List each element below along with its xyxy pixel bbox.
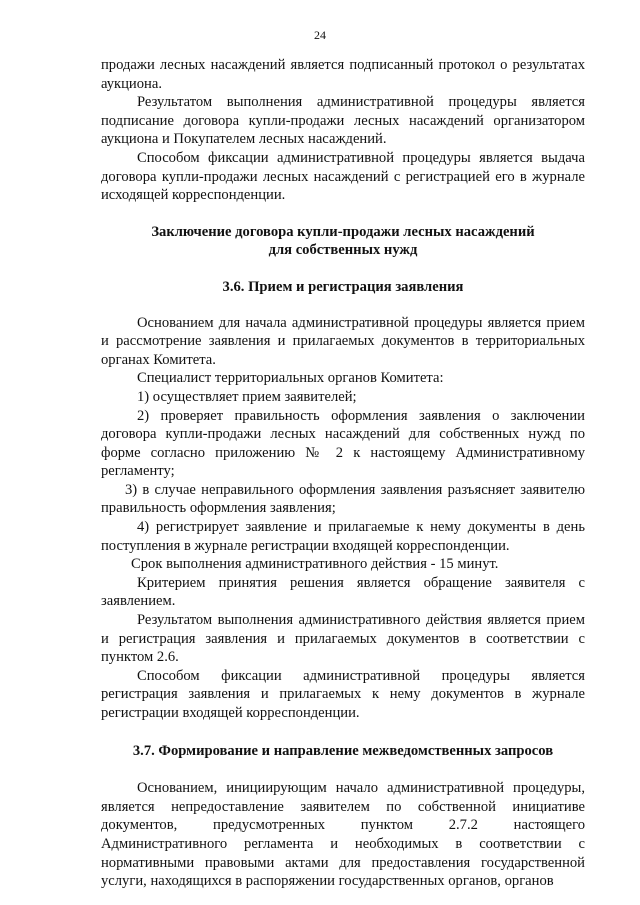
section-spacer [101,760,585,779]
paragraph: продажи лесных насаждений является подписанный протокол о результатах аукциона. [101,57,585,92]
paragraph: Результатом выполнения административной процедуры является подписание договора купли-продажи лесных насаждений организатором аукциона и Покупателем лесных насаждений. [101,94,585,148]
section-spacer [101,205,585,223]
paragraph: Способом фиксации административной процедуры является выдача договора купли-продажи лесных насаждений с регистрацией его в журнале исходящей корреспонденции. [101,149,585,204]
list-item: 4) регистрирует заявление и прилагаемые к нему документы в день поступления в журнале регистрации входящей корреспонденции. [101,519,585,554]
subsection-heading: 3.7. Формирование и направление межведомственных запросов [132,742,554,759]
paragraph: Результатом выполнения административного действия является прием и регистрация заявления и прилагаемых документов в соответствии с пунктом 2.6. [101,612,585,666]
list-item: 3) в случае неправильного оформления заявления разъясняет заявителю правильность оформления заявления; [101,481,585,517]
section-spacer [101,723,585,742]
list-item: 2) проверяет правильность оформления заявления о заключении договора купли-продажи лесных насаждений для собственных нужд по форме согласно приложению № 2 к настоящему Административному регламенту; [101,407,585,480]
section-spacer [101,260,585,278]
subsection-heading: 3.6. Прием и регистрация заявления [222,278,464,295]
paragraph: Специалист территориальных органов Комитета: [137,370,444,387]
page-number: 24 [314,28,326,42]
page-content [101,56,585,891]
paragraph: Критерием принятия решения является обращение заявителя с заявлением. [101,574,585,610]
section-heading: Заключение договора купли-продажи лесных насаждений [151,223,535,240]
paragraph: Основанием, инициирующим начало административной процедуры, является непредоставление заявителем по собственной инициативе документов, предусмотренных пунктом 2.7.2 настоящего Административного регламента и необходимых в соответствии с нормативными правовыми актами для предоставления государственной услуги, находящихся в распоряжении государственных органов, органов [101,780,585,890]
paragraph: Срок выполнения административного действия - 15 минут. [131,556,499,573]
list-item: 1) осуществляет прием заявителей; [137,388,357,405]
paragraph: Основанием для начала административной процедуры является прием и рассмотрение заявления и прилагаемых документов в территориальных органах Комитета. [101,314,585,368]
paragraph: Способом фиксации административной процедуры является регистрация заявления и прилагаемых к нему документов в журнале регистрации входящей корреспонденции. [101,667,585,721]
section-heading-continued: для собственных нужд [268,242,418,259]
section-spacer [101,297,585,314]
